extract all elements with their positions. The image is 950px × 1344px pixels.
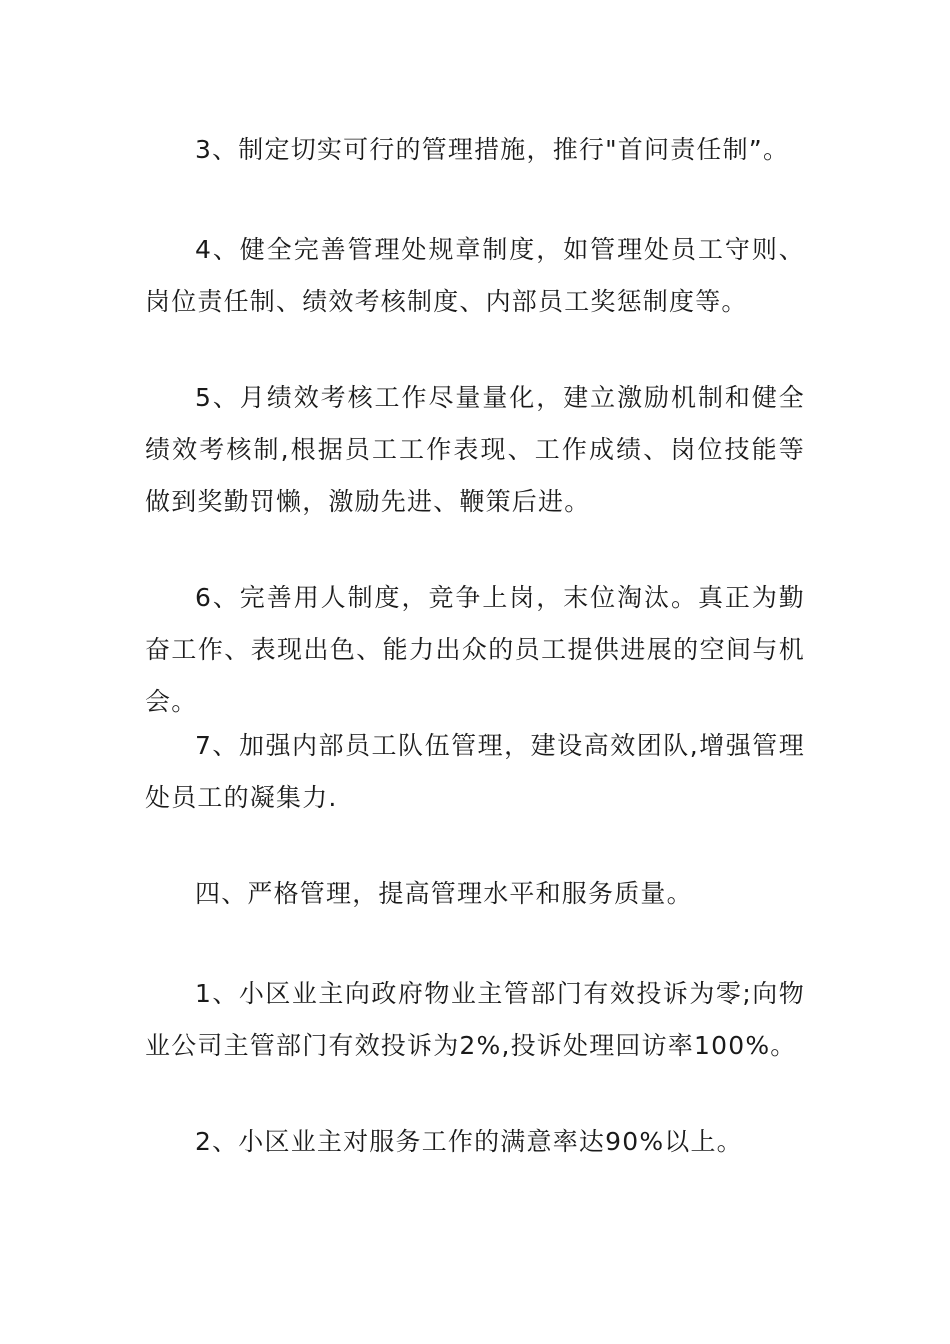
paragraph-item-5: 5、月绩效考核工作尽量量化，建立激励机制和健全绩效考核制,根据员工工作表现、工作成绩、岗位技能等做到奖勤罚懒，激励先进、鞭策后进。 (145, 383, 805, 516)
paragraph-item-2: 2、小区业主对服务工作的满意率达90%以上。 (195, 1127, 743, 1156)
paragraph-item-6: 6、完善用人制度，竞争上岗，末位淘汰。真正为勤奋工作、表现出色、能力出众的员工提供进展的空间与机会。 (145, 583, 805, 716)
section-heading-4: 四、严格管理，提高管理水平和服务质量。 (195, 879, 693, 908)
paragraph-item-4: 4、健全完善管理处规章制度，如管理处员工守则、岗位责任制、绩效考核制度、内部员工奖惩制度等。 (145, 235, 805, 316)
paragraph-item-3: 3、制定切实可行的管理措施，推行"首问责任制”。 (195, 135, 790, 164)
paragraph-item-7: 7、加强内部员工队伍管理，建设高效团队,增强管理处员工的凝集力. (145, 731, 805, 812)
paragraph-item-1: 1、小区业主向政府物业主管部门有效投诉为零;向物业公司主管部门有效投诉为2%,投诉处理回访率100%。 (145, 979, 805, 1060)
